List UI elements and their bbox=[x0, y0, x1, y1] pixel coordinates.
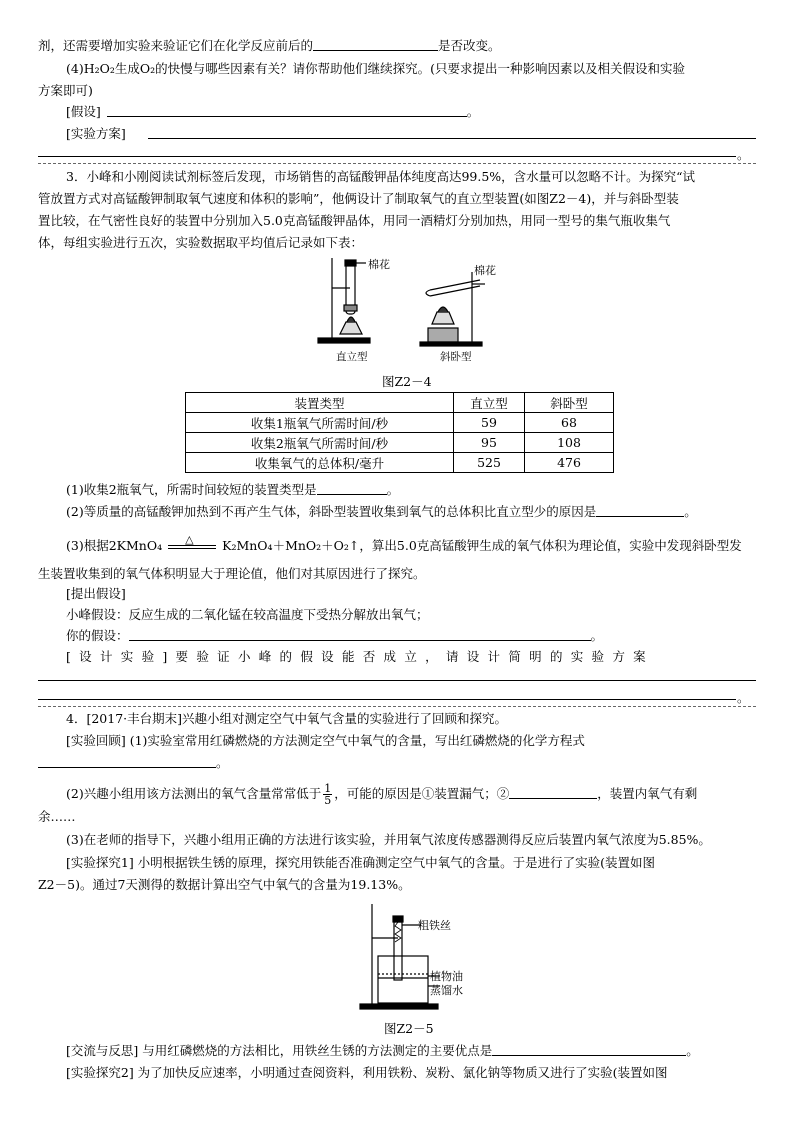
text: 是否改变。 bbox=[438, 38, 501, 53]
divider bbox=[38, 163, 756, 164]
text: ，可能的原因是①装置漏气；② bbox=[334, 786, 510, 801]
text-line bbox=[38, 37, 501, 54]
label-iron-wire: 粗铁丝 bbox=[418, 919, 451, 932]
text-line: [实验回顾] (1)实验室常用红磷燃烧的方法测定空气中氧气的含量，写出红磷燃烧的化学方程式 bbox=[66, 733, 585, 748]
text: 。 bbox=[686, 1043, 699, 1058]
text-line: Z2－5)。通过7天测得的数据计算出空气中氧气的含量为19.13%。 bbox=[38, 877, 411, 892]
data-table bbox=[185, 392, 614, 473]
table-cell: 476 bbox=[525, 453, 614, 473]
text: 。 bbox=[386, 482, 400, 497]
text: 。 bbox=[737, 690, 750, 705]
upright-apparatus bbox=[318, 258, 370, 343]
text: K₂MnO₄＋MnO₂＋O₂↑，算出5.0克高锰酸钾生成的氧气体积为理论值，实验中发现斜卧型发 bbox=[222, 538, 742, 553]
label-hypothesis: [假设] bbox=[66, 104, 101, 119]
table-cell: 68 bbox=[525, 413, 614, 433]
table-header-cell: 直立型 bbox=[454, 393, 525, 413]
table-row bbox=[186, 413, 614, 433]
answer-blank[interactable] bbox=[492, 1042, 686, 1056]
label-your-hypothesis: 你的假设： bbox=[66, 628, 129, 643]
text-line: 小峰假设：反应生成的二氧化锰在较高温度下受热分解放出氧气； bbox=[66, 607, 429, 622]
text-line bbox=[66, 1042, 699, 1059]
answer-blank[interactable] bbox=[596, 503, 684, 517]
answer-blank[interactable] bbox=[317, 481, 387, 495]
label-cotton: 棉花 bbox=[368, 258, 390, 271]
text-line: [实验探究1] 小明根据铁生锈的原理，探究用铁能否准确测定空气中氧气的含量。于是进行了实验(装置如图 bbox=[66, 855, 656, 870]
text-line bbox=[66, 627, 603, 644]
answer-line[interactable] bbox=[38, 699, 736, 700]
label-plant-oil: 植物油 bbox=[430, 970, 463, 983]
answer-blank[interactable] bbox=[509, 785, 597, 799]
answer-line[interactable] bbox=[38, 156, 736, 157]
text-line: 置比较，在气密性良好的装置中分别加入5.0克高锰酸钾晶体，用同一酒精灯分别加热，用同一型号的集气瓶收集气 bbox=[38, 213, 671, 228]
text-line: 4．[2017·丰台期末]兴趣小组对测定空气中氧气含量的实验进行了回顾和探究。 bbox=[66, 711, 507, 726]
text-line: 体，每组实验进行五次，实验数据取平均值后记录如下表： bbox=[38, 235, 364, 250]
figure-caption: 图Z2－4 bbox=[382, 374, 432, 389]
table-cell: 525 bbox=[454, 453, 525, 473]
denominator: 5 bbox=[324, 794, 332, 807]
label-upright: 直立型 bbox=[336, 351, 368, 363]
text: 。 bbox=[684, 504, 697, 519]
text-line: (4)H₂O₂生成O₂的快慢与哪些因素有关？请你帮助他们继续探究。(只要求提出一种影响因素以及相关假设和实验 bbox=[66, 61, 686, 76]
table-header-cell: 装置类型 bbox=[186, 393, 454, 413]
text-line: [设计实验]要验证小峰的假设能否成立，请设计简明的实验方案 bbox=[66, 649, 654, 664]
label-distilled-water: 蒸馏水 bbox=[430, 984, 463, 997]
text: 。 bbox=[590, 628, 604, 643]
text: (3)根据2KMnO₄ bbox=[66, 538, 163, 553]
text: 。 bbox=[216, 755, 229, 770]
text-line: 余…… bbox=[38, 809, 76, 824]
text: (1)收集2瓶氧气，所需时间较短的装置类型是 bbox=[66, 482, 317, 497]
figure-caption: 图Z2－5 bbox=[384, 1021, 434, 1036]
numerator: 1 bbox=[324, 782, 332, 795]
label-cotton: 棉花 bbox=[474, 264, 496, 277]
text-line bbox=[38, 754, 229, 771]
table-cell: 95 bbox=[454, 433, 525, 453]
text-line: 3．小峰和小刚阅读试剂标签后发现，市场销售的高锰酸钾晶体纯度高达99.5%，含水量可以忽略不计。为探究“试 bbox=[66, 169, 696, 184]
answer-blank[interactable] bbox=[129, 627, 591, 641]
text: (2)等质量的高锰酸钾加热到不再产生气体，斜卧型装置收集到氧气的总体积比直立型少的原因是 bbox=[66, 504, 597, 519]
table-cell: 108 bbox=[525, 433, 614, 453]
text: 剂，还需要增加实验来验证它们在化学反应前后的 bbox=[38, 38, 314, 53]
answer-blank[interactable] bbox=[313, 37, 438, 51]
text-line bbox=[66, 125, 126, 142]
table-cell: 收集2瓶氧气所需时间/秒 bbox=[186, 433, 454, 453]
table-cell: 收集氧气的总体积/毫升 bbox=[186, 453, 454, 473]
text-line: (3)在老师的指导下，兴趣小组用正确的方法进行该实验，并用氧气浓度传感器测得反应后装置内氧气浓度为5.85%。 bbox=[66, 832, 711, 847]
answer-line[interactable] bbox=[148, 138, 756, 139]
equals-heat-sign bbox=[168, 532, 216, 549]
text: 。 bbox=[737, 147, 750, 162]
text-line bbox=[66, 783, 697, 806]
text: (2)兴趣小组用该方法测出的氧气含量常常低于 bbox=[66, 786, 322, 801]
text-line: [实验探究2] 为了加快反应速率，小明通过查阅资料，利用铁粉、炭粉、氯化钠等物质又进行了实验(装置如图 bbox=[66, 1065, 668, 1080]
text-line: 管放置方式对高锰酸钾制取氧气速度和体积的影响”，他俩设计了制取氧气的直立型装置(如图Z2－4)，并与斜卧型装 bbox=[38, 191, 679, 206]
fraction-one-fifth bbox=[323, 783, 332, 806]
label-plan: [实验方案] bbox=[66, 126, 126, 141]
text-line bbox=[66, 532, 742, 554]
table-cell: 收集1瓶氧气所需时间/秒 bbox=[186, 413, 454, 433]
text-line bbox=[66, 481, 399, 498]
text-line bbox=[66, 503, 697, 520]
table-header-row bbox=[186, 393, 614, 413]
text: [交流与反思] 与用红磷燃烧的方法相比，用铁丝生锈的方法测定的主要优点是 bbox=[66, 1043, 493, 1058]
text: ，装置内氧气有剩 bbox=[597, 786, 698, 801]
answer-line[interactable] bbox=[38, 680, 756, 681]
apparatus-figure-z2-4 bbox=[310, 250, 510, 370]
inclined-apparatus bbox=[420, 272, 485, 346]
answer-blank[interactable] bbox=[107, 103, 467, 117]
label-inclined: 斜卧型 bbox=[440, 351, 472, 363]
text-line: 方案即可) bbox=[38, 83, 93, 98]
divider bbox=[38, 706, 756, 707]
table-row bbox=[186, 433, 614, 453]
table-cell: 59 bbox=[454, 413, 525, 433]
text-line bbox=[66, 103, 479, 120]
table-header-cell: 斜卧型 bbox=[525, 393, 614, 413]
text-line: [提出假设] bbox=[66, 586, 126, 601]
apparatus-figure-z2-5 bbox=[358, 898, 468, 1016]
text: 。 bbox=[466, 104, 480, 119]
table-row bbox=[186, 453, 614, 473]
answer-blank[interactable] bbox=[38, 754, 216, 768]
text-line: 生装置收集到的氧气体积明显大于理论值，他们对其原因进行了探究。 bbox=[38, 566, 426, 581]
heat-symbol: △ bbox=[185, 532, 194, 546]
